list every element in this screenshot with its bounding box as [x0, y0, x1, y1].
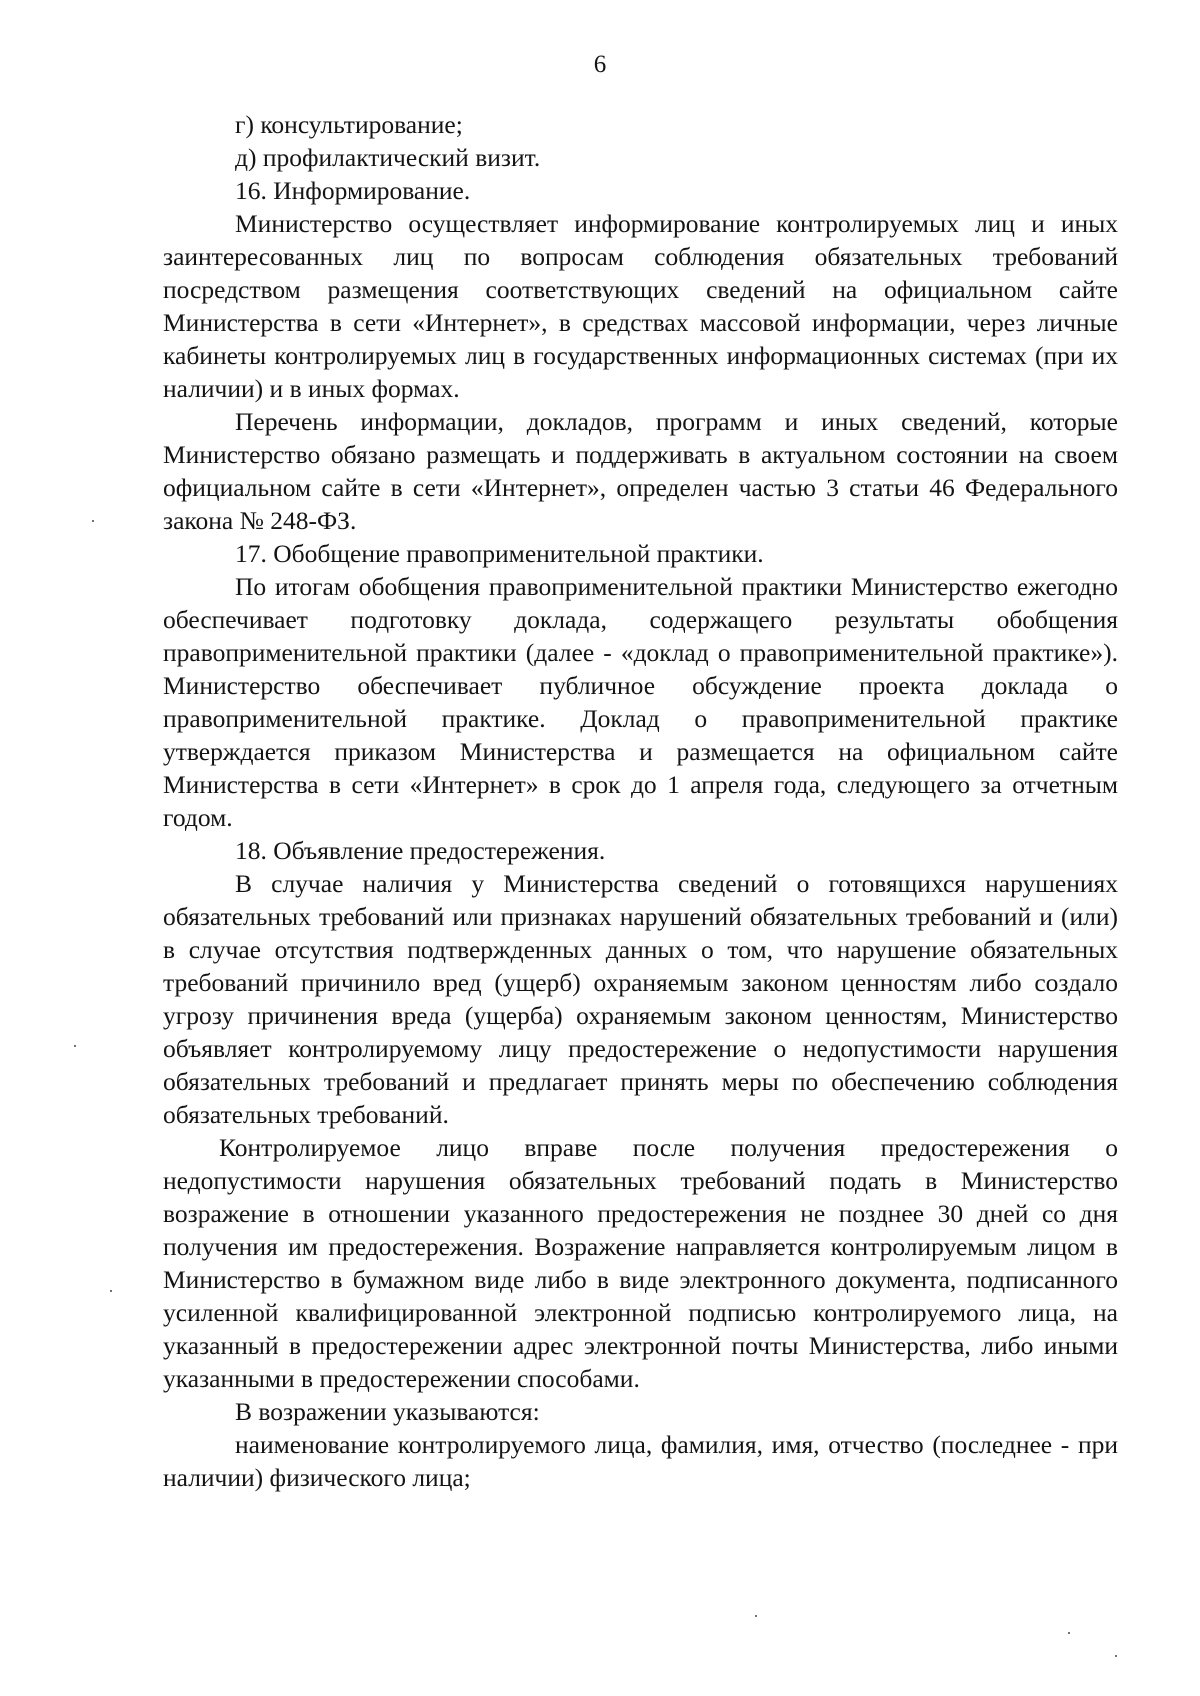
- section-heading-16: 16. Информирование.: [235, 176, 471, 205]
- paragraph-information-list: Перечень информации, докладов, программ и иных сведений, которые Министерство обязано размещать и поддерживать в актуальном состоянии на своем официальном сайте в сети «Интернет», определен частью 3 статьи 46 Федерального закона № 248-ФЗ.: [163, 407, 1118, 535]
- paragraph-objection: Контролируемое лицо вправе после получения предостережения о недопустимости нарушения обязательных требований подать в Министерство возражение в отношении указанного предостережения не позднее 30 дней со дня получения им предостережения. Возражение направляется контролируемым лицом в Министерство в бумажном виде либо в виде электронного документа, подписанного усиленной квалифицированной электронной подписью контролируемого лица, на указанный в предостережении адрес электронной почты Министерства, либо иными указанными в предостережении способами.: [163, 1133, 1118, 1393]
- scan-speck: [1115, 1655, 1117, 1657]
- scan-speck: [1068, 1632, 1070, 1634]
- scan-speck: [110, 1290, 112, 1292]
- section-heading-17: 17. Обобщение правоприменительной практики.: [235, 539, 764, 568]
- scan-speck: [74, 1045, 76, 1047]
- paragraph-informing: Министерство осуществляет информирование контролируемых лиц и иных заинтересованных лиц по вопросам соблюдения обязательных требований посредством размещения соответствующих сведений на официальном сайте Министерства в сети «Интернет», в средствах массовой информации, через личные кабинеты контролируемых лиц в государственных информационных системах (при их наличии) и в иных формах.: [163, 209, 1118, 403]
- paragraph-list-item-g: г) консультирование;: [235, 110, 463, 139]
- paragraph-list-item-d: д) профилактический визит.: [235, 143, 541, 172]
- section-heading-18: 18. Объявление предостережения.: [235, 836, 606, 865]
- page-number: 6: [593, 51, 607, 78]
- paragraph-warning: В случае наличия у Министерства сведений о готовящихся нарушениях обязательных требований или признаках нарушений обязательных требований и (или) в случае отсутствия подтвержденных данных о том, что нарушение обязательных требований причинило вред (ущерб) охраняемым законом ценностям либо создало угрозу причинения вреда (ущерба) охраняемым законом ценностям, Министерство объявляет контролируемому лицу предостережение о недопустимости нарушения обязательных требований и предлагает принять меры по обеспечению соблюдения обязательных требований.: [163, 869, 1118, 1129]
- scan-speck: [755, 1615, 757, 1617]
- scan-speck: [92, 520, 94, 522]
- paragraph-practice-report: По итогам обобщения правоприменительной практики Министерство ежегодно обеспечивает подготовку доклада, содержащего результаты обобщения правоприменительной практики (далее - «доклад о правоприменительной практике»). Министерство обеспечивает публичное обсуждение проекта доклада о правоприменительной практике. Доклад о правоприменительной практике утверждается приказом Министерства и размещается на официальном сайте Министерства в сети «Интернет» в срок до 1 апреля года, следующего за отчетным годом.: [163, 572, 1118, 832]
- paragraph-controlled-person-name: наименование контролируемого лица, фамилия, имя, отчество (последнее - при наличии) физического лица;: [163, 1430, 1118, 1492]
- paragraph-objection-contents: В возражении указываются:: [235, 1397, 540, 1426]
- document-body: [163, 108, 1118, 1494]
